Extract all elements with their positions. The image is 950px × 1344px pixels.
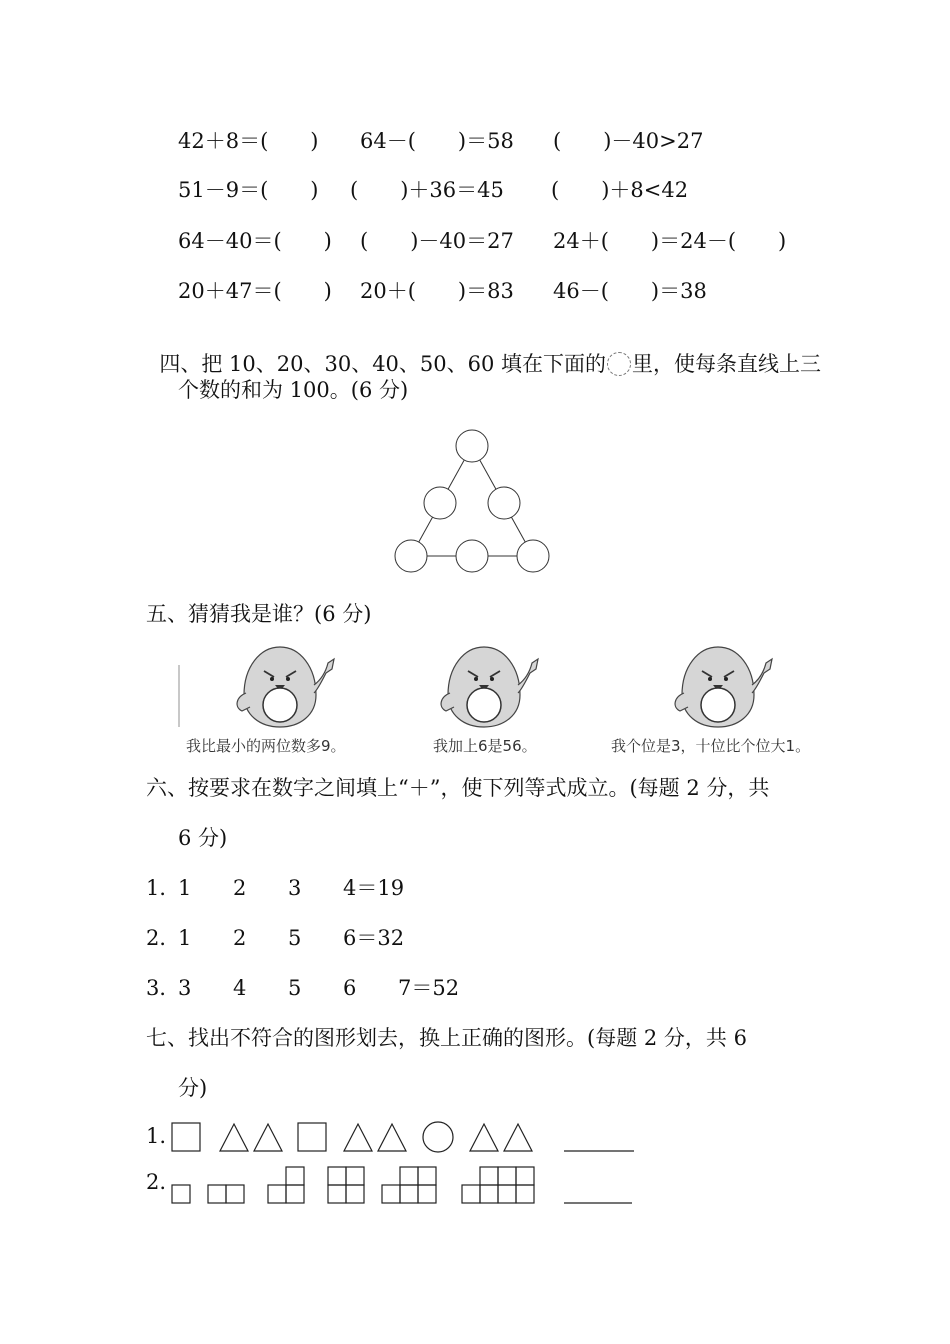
- item6-3-d3: 5: [288, 976, 302, 1000]
- circle-shape: [423, 1122, 453, 1152]
- block-figure-4: [328, 1167, 364, 1203]
- item7-1-num: 1.: [146, 1124, 167, 1148]
- item6-1-d1: 1: [178, 876, 192, 900]
- section4-text-b: 里，使每条直线上三: [632, 352, 822, 376]
- section5-title: 五、猜猜我是谁？(6 分): [146, 602, 372, 626]
- triangle-shape: [220, 1124, 248, 1151]
- caption-2: 我加上6是56。: [433, 737, 537, 755]
- block-figure-5: [382, 1167, 436, 1203]
- eq-r4-c1: 20＋47＝( ): [178, 279, 332, 303]
- block-figure-2: [208, 1185, 244, 1203]
- section6-line1: 六、按要求在数字之间填上“＋”，使下列等式成立。(每题 2 分，共: [146, 776, 770, 800]
- blank-circle-mid-right: [488, 487, 520, 519]
- triangle-shape: [254, 1124, 282, 1151]
- eq-r2-c3: ( )＋8<42: [551, 178, 689, 202]
- item6-3-d5: 7＝52: [398, 976, 460, 1000]
- eq-r3-c1: 64－40＝( ): [178, 229, 332, 253]
- blank-circle-top: [456, 430, 488, 462]
- left-edge-mark: [178, 665, 180, 727]
- triangle-circle-diagram: [392, 428, 552, 574]
- eq-r2-c1: 51－9＝( ): [178, 178, 319, 202]
- item6-1-d4: 4＝19: [343, 876, 405, 900]
- cartoon-character-3: [666, 645, 778, 729]
- eq-r2-c2: ( )＋36＝45: [350, 178, 504, 202]
- blank-circle-bottom-mid: [456, 540, 488, 572]
- square-shape: [298, 1123, 326, 1151]
- section7-line2: 分): [178, 1076, 208, 1100]
- section7-line1: 七、找出不符合的图形划去，换上正确的图形。(每题 2 分，共 6: [146, 1026, 747, 1050]
- blank-circle-bottom-left: [395, 540, 427, 572]
- section4-text-a: 四、把 10、20、30、40、50、60 填在下面的: [159, 352, 607, 376]
- item6-3-d1: 3: [178, 976, 192, 1000]
- item6-1-d3: 3: [288, 876, 302, 900]
- eq-r3-c3: 24＋( )＝24－( ): [553, 229, 787, 253]
- item6-3-d4: 6: [343, 976, 357, 1000]
- section6-line2: 6 分): [178, 826, 228, 850]
- block-figure-3: [268, 1167, 304, 1203]
- item6-2-num: 2．: [146, 926, 181, 950]
- shape-sequence-2: [168, 1160, 648, 1210]
- eq-r1-c2: 64－( )＝58: [360, 129, 514, 153]
- square-shape: [172, 1123, 200, 1151]
- block-figure-6: [462, 1167, 534, 1203]
- inline-circle-icon: [607, 352, 631, 376]
- item6-1-num: 1．: [146, 876, 181, 900]
- item7-2-num: 2.: [146, 1170, 167, 1194]
- triangle-shape: [470, 1124, 498, 1151]
- section4-line1: [146, 328, 821, 376]
- blank-circle-bottom-right: [517, 540, 549, 572]
- eq-r4-c2: 20＋( )＝83: [360, 279, 514, 303]
- item6-2-d1: 1: [178, 926, 192, 950]
- shape-sequence-1: [168, 1118, 648, 1158]
- caption-3: 我个位是3，十位比个位大1。: [611, 737, 811, 755]
- item6-3-d2: 4: [233, 976, 247, 1000]
- eq-r3-c2: ( )－40＝27: [360, 229, 514, 253]
- item6-2-d4: 6＝32: [343, 926, 405, 950]
- eq-r1-c3: ( )－40>27: [553, 129, 704, 153]
- eq-r1-c1: 42＋8＝( ): [178, 129, 319, 153]
- item6-2-d3: 5: [288, 926, 302, 950]
- item6-2-d2: 2: [233, 926, 247, 950]
- blank-circle-mid-left: [424, 487, 456, 519]
- cartoon-character-2: [432, 645, 544, 729]
- cartoon-character-1: [228, 645, 340, 729]
- triangle-shape: [504, 1124, 532, 1151]
- item6-1-d2: 2: [233, 876, 247, 900]
- eq-r4-c3: 46－( )＝38: [553, 279, 707, 303]
- caption-1: 我比最小的两位数多9。: [186, 737, 346, 755]
- triangle-shape: [344, 1124, 372, 1151]
- triangle-shape: [378, 1124, 406, 1151]
- section4-line2: 个数的和为 100。(6 分): [178, 378, 409, 402]
- item6-3-num: 3．: [146, 976, 181, 1000]
- block-figure-1: [172, 1185, 190, 1203]
